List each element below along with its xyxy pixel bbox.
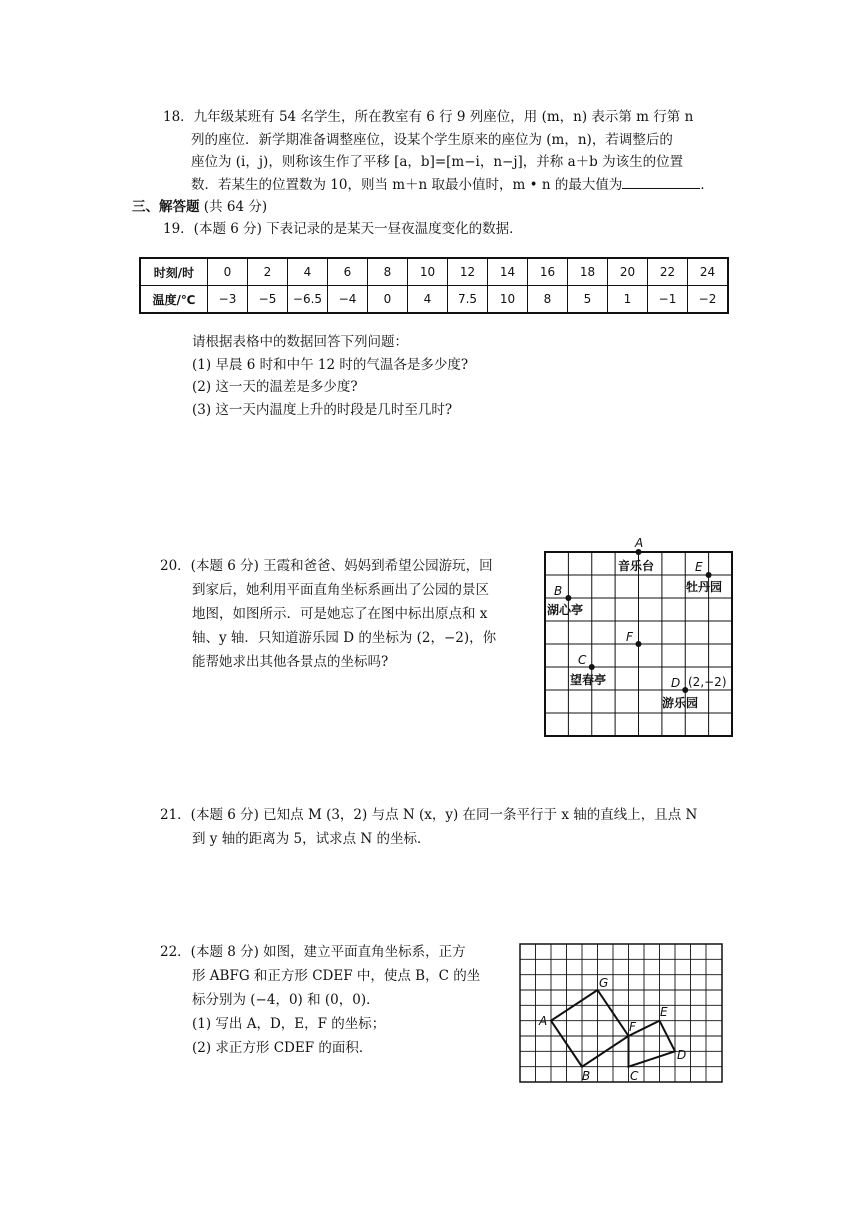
table-cell: 8 bbox=[368, 258, 408, 286]
q19-intro: 19．(本题 6 分) 下表记录的是某天一昼夜温度变化的数据． bbox=[163, 221, 523, 237]
label-b: B bbox=[582, 1069, 591, 1083]
q18-line-3: 座位为 (i，j)，则称该生作了平移 [a，b]=[m−i，n−j]，并称 a＋b 为该生的位置 bbox=[191, 154, 684, 170]
q20-line-1: 20．(本题 6 分) 王霞和爸爸、妈妈到希望公园游玩，回 bbox=[160, 558, 493, 574]
q21-line-2: 到 y 轴的距离为 5，试求点 N 的坐标． bbox=[192, 831, 431, 847]
table-cell: 1 bbox=[608, 286, 648, 314]
park-map-figure bbox=[540, 534, 740, 744]
d-coordinate-label: (2,−2) bbox=[688, 675, 727, 689]
q21-line-1: 21．(本题 6 分) 已知点 M (3，2) 与点 N (x，y) 在同一条平行于 x 轴的直线上，且点 N bbox=[160, 807, 698, 823]
point-label-c: C bbox=[578, 653, 587, 667]
q19-sub-3: (3) 这一天内温度上升的时段是几时至几时? bbox=[192, 401, 453, 418]
q19-sub-1: (1) 早晨 6 时和中午 12 时的气温各是多少度? bbox=[192, 356, 469, 373]
table-row bbox=[140, 258, 728, 286]
table-cell: 7.5 bbox=[448, 286, 488, 314]
q22-line-1: 22．(本题 8 分) 如图，建立平面直角坐标系，正方 bbox=[160, 944, 466, 960]
table-cell: −4 bbox=[328, 286, 368, 314]
label-c: C bbox=[630, 1069, 639, 1083]
table-cell: 6 bbox=[328, 258, 368, 286]
place-label-c: 望春亭 bbox=[570, 673, 607, 687]
place-label-a: 音乐台 bbox=[618, 559, 655, 573]
q18-end: ． bbox=[700, 176, 714, 193]
label-d: D bbox=[677, 1048, 687, 1062]
q18-line-1: 18．九年级某班有 54 名学生，所在教室有 6 行 9 列座位，用 (m，n) 表示第 m 行第 n bbox=[163, 109, 694, 125]
section-heading bbox=[132, 196, 267, 219]
table-cell: 0 bbox=[368, 286, 408, 314]
label-a: A bbox=[539, 1014, 548, 1028]
section-score: (共 64 分) bbox=[203, 199, 268, 215]
table-cell: −3 bbox=[208, 286, 248, 314]
q19-prompt: 请根据表格中的数据回答下列问题： bbox=[192, 334, 408, 350]
table-cell: 22 bbox=[648, 258, 688, 286]
q18-line-4: 数．若某生的位置数为 10，则当 m＋n 取最小值时，m • n 的最大值为 bbox=[191, 176, 623, 193]
temperature-table bbox=[139, 257, 729, 314]
table-cell: 16 bbox=[528, 258, 568, 286]
place-label-b: 湖心亭 bbox=[547, 603, 584, 617]
q20-line-5: 能帮她求出其他各景点的坐标吗? bbox=[192, 654, 389, 670]
table-cell: 2 bbox=[248, 258, 288, 286]
table-cell: 0 bbox=[208, 258, 248, 286]
place-label-d: 游乐园 bbox=[662, 696, 699, 710]
table-cell: 24 bbox=[688, 258, 729, 286]
q18-line-2: 列的座位．新学期准备调整座位，设某个学生原来的座位为 (m，n)，若调整后的 bbox=[191, 131, 673, 148]
table-cell: −5 bbox=[248, 286, 288, 314]
question-18 bbox=[163, 106, 714, 196]
section-title: 三、解答题 bbox=[132, 199, 200, 215]
table-cell: 10 bbox=[408, 258, 448, 286]
map-point bbox=[706, 572, 712, 578]
map-point bbox=[589, 664, 595, 670]
q20-line-4: 轴、y 轴．只知道游乐园 D 的坐标为 (2，−2)，你 bbox=[192, 630, 497, 646]
squares-figure bbox=[514, 938, 734, 1088]
row-label-time: 时刻/时 bbox=[140, 258, 208, 286]
table-cell: −6.5 bbox=[288, 286, 328, 314]
q22-line-2: 形 ABFG 和正方形 CDEF 中，使点 B，C 的坐 bbox=[192, 968, 481, 984]
table-row bbox=[140, 286, 728, 314]
q22-line-4: (1) 写出 A，D，E，F 的坐标； bbox=[192, 1016, 386, 1032]
table-cell: 5 bbox=[568, 286, 608, 314]
table-cell: 8 bbox=[528, 286, 568, 314]
point-label-b: B bbox=[554, 584, 563, 598]
answer-blank[interactable] bbox=[622, 174, 700, 189]
table-cell: 12 bbox=[448, 258, 488, 286]
point-label-d: D bbox=[671, 676, 681, 690]
q20-line-2: 到家后，她利用平面直角坐标系画出了公园的景区 bbox=[192, 582, 489, 598]
table-cell: 18 bbox=[568, 258, 608, 286]
map-point bbox=[565, 595, 571, 601]
question-20 bbox=[160, 554, 496, 674]
q22-line-3: 标分别为 (−4，0) 和 (0，0)． bbox=[192, 992, 380, 1008]
label-e: E bbox=[660, 1005, 668, 1019]
figure-grid bbox=[520, 944, 722, 1082]
table-cell: 4 bbox=[408, 286, 448, 314]
place-label-e: 牡丹园 bbox=[686, 580, 723, 594]
question-22 bbox=[160, 940, 480, 1060]
table-cell: 10 bbox=[488, 286, 528, 314]
q19-sub-2: (2) 这一天的温差是多少度? bbox=[192, 379, 358, 395]
q20-line-3: 地图，如图所示．可是她忘了在图中标出原点和 x bbox=[192, 606, 488, 622]
q19-questions bbox=[192, 331, 468, 421]
point-label-e: E bbox=[695, 560, 703, 574]
q22-line-5: (2) 求正方形 CDEF 的面积． bbox=[192, 1040, 373, 1056]
label-g: G bbox=[599, 976, 609, 990]
table-cell: −1 bbox=[648, 286, 688, 314]
point-label-a: A bbox=[635, 536, 644, 550]
map-point bbox=[636, 641, 642, 647]
table-cell: 14 bbox=[488, 258, 528, 286]
label-f: F bbox=[629, 1020, 636, 1034]
table-cell: −2 bbox=[688, 286, 729, 314]
table-cell: 4 bbox=[288, 258, 328, 286]
point-label-f: F bbox=[626, 630, 633, 644]
table-cell: 20 bbox=[608, 258, 648, 286]
square-abfg bbox=[551, 990, 629, 1067]
question-21 bbox=[160, 803, 697, 851]
row-label-temp: 温度/℃ bbox=[140, 286, 208, 314]
